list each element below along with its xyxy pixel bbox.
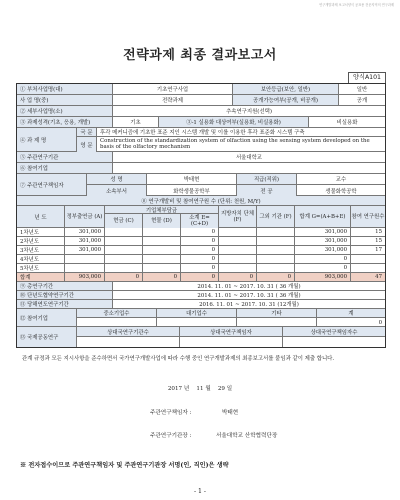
budget-local bbox=[219, 246, 257, 254]
budget-local bbox=[219, 237, 257, 245]
page-number: - 1 - bbox=[193, 488, 207, 495]
program-value: 기초연구사업 bbox=[113, 84, 233, 94]
participant-value bbox=[113, 163, 385, 173]
budget-gov: 301,000 bbox=[65, 228, 105, 236]
project-title-en: Construction of the standardization system of olfaction using the sensing system developed on the basis of the olfactory mechanism bbox=[100, 138, 370, 151]
participants-sum-label: 계 bbox=[317, 309, 385, 318]
budget-col-local: 지방자치 단체 (F) bbox=[219, 206, 257, 227]
intl-partner-pi-value bbox=[283, 337, 385, 347]
subprogram-label: 사 업 명(중) bbox=[17, 95, 113, 105]
budget-subtotal: 0 bbox=[181, 246, 219, 254]
sign-pi-label: 주관연구책임자 : bbox=[150, 410, 192, 416]
disclosure-label: 공개가능여부(공개, 비공개) bbox=[233, 95, 339, 105]
large-label: 대기업수 bbox=[157, 309, 237, 318]
budget-col-etc: 그외 기관 (F) bbox=[257, 206, 295, 227]
total-period-value: 2014. 11. 01 ~ 2017. 10. 31 ( 36 개월) bbox=[197, 284, 301, 290]
date-day-unit: 일 bbox=[226, 386, 233, 392]
date-year: 2017 bbox=[167, 386, 183, 392]
budget-total-staff: 47 bbox=[375, 274, 382, 280]
project-title-ko: 후각 메커니즘에 기초한 표준 지인 시스템 개발 및 이를 이용한 후각 표준화 시스템 구축 bbox=[97, 128, 385, 137]
row-pi bbox=[17, 174, 385, 196]
budget-inkind bbox=[143, 237, 181, 245]
disclosure-value: 공개 bbox=[356, 98, 368, 104]
pi-major-label: 전 공 bbox=[237, 185, 297, 196]
total-period-label: ⑨ 총연구기간 bbox=[17, 282, 113, 290]
budget-total-local: 0 bbox=[219, 273, 257, 281]
page-title: 전략과제 최종 결과보고서 bbox=[123, 48, 277, 63]
budget-total: 301,000 bbox=[295, 237, 351, 245]
budget-col-gov: 정부출연금 (A) bbox=[65, 206, 105, 227]
budget-cash bbox=[105, 228, 143, 236]
large-value bbox=[157, 318, 237, 327]
budget-total-inkind: 0 bbox=[143, 273, 181, 281]
budget-gov: 301,000 bbox=[65, 237, 105, 245]
report-form-table bbox=[16, 83, 386, 348]
budget-total-etc: 0 bbox=[257, 273, 295, 281]
participant-label: ⑥ 참여기업 bbox=[17, 163, 113, 173]
row-budget-title bbox=[17, 196, 385, 206]
pi-major-value: 생물화학공학 bbox=[325, 188, 357, 195]
date-month: 11 bbox=[196, 386, 204, 392]
submission-date bbox=[0, 384, 400, 392]
budget-header bbox=[17, 206, 385, 228]
row-detail bbox=[17, 106, 385, 117]
pi-name-value: 박태현 bbox=[147, 174, 237, 185]
intl-label: ⑬ 국제공동연구 bbox=[17, 327, 77, 347]
budget-total: 0 bbox=[295, 255, 351, 263]
stage-item-value: 비실용화 bbox=[336, 120, 358, 126]
budget-total: 301,000 bbox=[295, 246, 351, 254]
sign-org-label: 주관연구기관장 : bbox=[150, 433, 192, 439]
date-month-unit: 월 bbox=[205, 386, 211, 392]
budget-year: 5차년도 bbox=[17, 264, 65, 272]
budget-total-total: 903,000 bbox=[295, 273, 351, 281]
sign-pi-value: 박태현 bbox=[222, 410, 239, 416]
intl-partner-country-value bbox=[180, 337, 283, 347]
pi-label: ⑦ 주관연구책임자 bbox=[17, 174, 87, 195]
pi-rank-label: 직급(직위) bbox=[237, 174, 297, 185]
row-total-period bbox=[17, 282, 385, 291]
budget-staff bbox=[351, 255, 385, 263]
budget-subtotal: 0 bbox=[181, 237, 219, 245]
sme-label: 중소기업수 bbox=[77, 309, 157, 318]
other-label: 기타 bbox=[237, 309, 317, 318]
budget-gov bbox=[65, 255, 105, 263]
budget-col-cash: 현금 (C) bbox=[105, 214, 143, 228]
form-number-badge: 양식A101 bbox=[348, 72, 386, 84]
detail-value: 추속연구지원(선택) bbox=[226, 109, 272, 115]
budget-inkind bbox=[143, 255, 181, 263]
row-stage bbox=[17, 117, 385, 128]
budget-year: 3차년도 bbox=[17, 246, 65, 254]
budget-total-cash: 0 bbox=[105, 273, 143, 281]
budget-col-year: 년 도 bbox=[17, 206, 65, 227]
budget-gov bbox=[65, 264, 105, 272]
budget-inkind bbox=[143, 264, 181, 272]
budget-row bbox=[17, 264, 385, 273]
intl-partner-country-label: 상대국연구책임자 bbox=[180, 327, 283, 337]
row-lead-org bbox=[17, 152, 385, 163]
budget-total: 301,000 bbox=[295, 228, 351, 236]
budget-cash bbox=[105, 246, 143, 254]
budget-staff: 15 bbox=[375, 238, 382, 244]
row-participants bbox=[17, 309, 385, 327]
budget-cash bbox=[105, 237, 143, 245]
budget-subtotal: 0 bbox=[181, 255, 219, 263]
pi-dept-label: 소속부서 bbox=[87, 185, 147, 196]
budget-staff bbox=[351, 264, 385, 272]
pi-name-label: 성 명 bbox=[87, 174, 147, 185]
budget-staff: 15 bbox=[375, 229, 382, 235]
budget-etc bbox=[257, 237, 295, 245]
budget-col-inkind: 현물 (D) bbox=[143, 214, 181, 228]
budget-local bbox=[219, 264, 257, 272]
budget-local bbox=[219, 228, 257, 236]
date-year-unit: 년 bbox=[183, 386, 190, 392]
date-day: 29 bbox=[217, 386, 225, 392]
subprogram-value: 전략과제 bbox=[113, 95, 233, 105]
budget-total: 0 bbox=[295, 264, 351, 272]
budget-subtotal: 0 bbox=[181, 264, 219, 272]
budget-cash bbox=[105, 264, 143, 272]
intl-partner-pi-label: 상대국연구책임자수 bbox=[283, 327, 385, 337]
sign-org-value: 서울대학교 산학협력단장 bbox=[216, 433, 278, 439]
budget-row bbox=[17, 228, 385, 237]
budget-total-row bbox=[17, 273, 385, 282]
submission-statement: 관계 규정과 모든 지시사항을 준수하면서 국가연구개발사업에 따라 수행 중인 연구개발과제의 최종보고서를 붙임과 같이 제출 합니다. bbox=[22, 356, 335, 362]
phase-period-label: ⑩ 단년도협약연구기간 bbox=[17, 291, 113, 299]
phase-period-value: 2014. 11. 01 ~ 2017. 10. 31 ( 36 개월) bbox=[197, 293, 301, 299]
program-label: ① 부처사업명(대) bbox=[17, 84, 113, 94]
budget-row bbox=[17, 237, 385, 246]
budget-staff: 17 bbox=[375, 247, 382, 253]
budget-title: ⑧ 연구개발비 및 참여연구원 수 (단위: 천원, M/Y) bbox=[17, 196, 385, 205]
row-intl bbox=[17, 327, 385, 347]
participants-label: ⑫ 참여기업 bbox=[17, 309, 77, 326]
budget-gov: 301,000 bbox=[65, 246, 105, 254]
e-submission-notice: ※ 전자접수이므로 주관연구책임자 및 주관연구기관장 서명(인, 직인)은 생략 bbox=[20, 462, 229, 469]
stage-label: ③ 과제성격(기초, 응용, 개발) bbox=[17, 117, 113, 127]
budget-col-company: 기업체부담금 bbox=[105, 206, 219, 214]
pi-rank-value: 교수 bbox=[297, 174, 385, 185]
intl-partner-org-label: 상대국연구기관수 bbox=[77, 327, 180, 337]
budget-col-subtotal: 소계 E=(C+D) bbox=[181, 214, 219, 228]
budget-etc bbox=[257, 255, 295, 263]
budget-inkind bbox=[143, 228, 181, 236]
project-en-label: 영 문 bbox=[77, 137, 97, 152]
current-period-label: ⑪ 당해연도연구기간 bbox=[17, 300, 113, 308]
lead-org-label: ⑤ 주관연구기관 bbox=[17, 152, 113, 162]
budget-local bbox=[219, 255, 257, 263]
detail-label: ② 세부사업명(소) bbox=[17, 106, 113, 116]
stage-value: 기초 bbox=[113, 117, 159, 127]
security-label: 보안등급(보안, 일반) bbox=[233, 84, 339, 94]
stage-item-label: ③-1 실용화 대상여부(실용화, 비실용화) bbox=[159, 117, 309, 127]
budget-total-year: 합계 bbox=[17, 273, 65, 281]
current-period-value: 2016. 11. 01 ~ 2017. 10. 31 (12개월) bbox=[199, 302, 299, 308]
budget-row bbox=[17, 246, 385, 255]
budget-inkind bbox=[143, 246, 181, 254]
budget-year: 4차년도 bbox=[17, 255, 65, 263]
row-project-name bbox=[17, 128, 385, 152]
project-label: ④ 과 제 명 bbox=[17, 128, 77, 151]
budget-etc bbox=[257, 246, 295, 254]
budget-total-subtotal: 0 bbox=[181, 273, 219, 281]
budget-col-total: 합계 G=(A+B+E) bbox=[295, 206, 351, 227]
intl-partner-org-value bbox=[77, 337, 180, 347]
budget-etc bbox=[257, 264, 295, 272]
budget-row bbox=[17, 255, 385, 264]
participants-count: 0 bbox=[378, 319, 382, 326]
row-program bbox=[17, 84, 385, 95]
row-phase-period bbox=[17, 291, 385, 300]
budget-col-staff: 참여 연구원수 bbox=[351, 206, 385, 227]
sme-value bbox=[77, 318, 157, 327]
budget-year: 2차년도 bbox=[17, 237, 65, 245]
project-ko-label: 국 문 bbox=[77, 128, 97, 137]
budget-year: 1차년도 bbox=[17, 228, 65, 236]
budget-cash bbox=[105, 255, 143, 263]
header-note: 연구개발과제 보고서양식 공표용 전문지역의 연구과제 bbox=[319, 3, 394, 7]
row-subprogram bbox=[17, 95, 385, 106]
row-participant bbox=[17, 163, 385, 174]
budget-subtotal: 0 bbox=[181, 228, 219, 236]
lead-org-value: 서울대학교 bbox=[235, 155, 263, 161]
other-value bbox=[237, 318, 317, 327]
budget-etc bbox=[257, 228, 295, 236]
pi-dept-value: 화학생물공학부 bbox=[147, 185, 237, 196]
security-value: 일반 bbox=[356, 87, 368, 93]
budget-total-gov: 903,000 bbox=[65, 273, 105, 281]
row-current-period bbox=[17, 300, 385, 309]
